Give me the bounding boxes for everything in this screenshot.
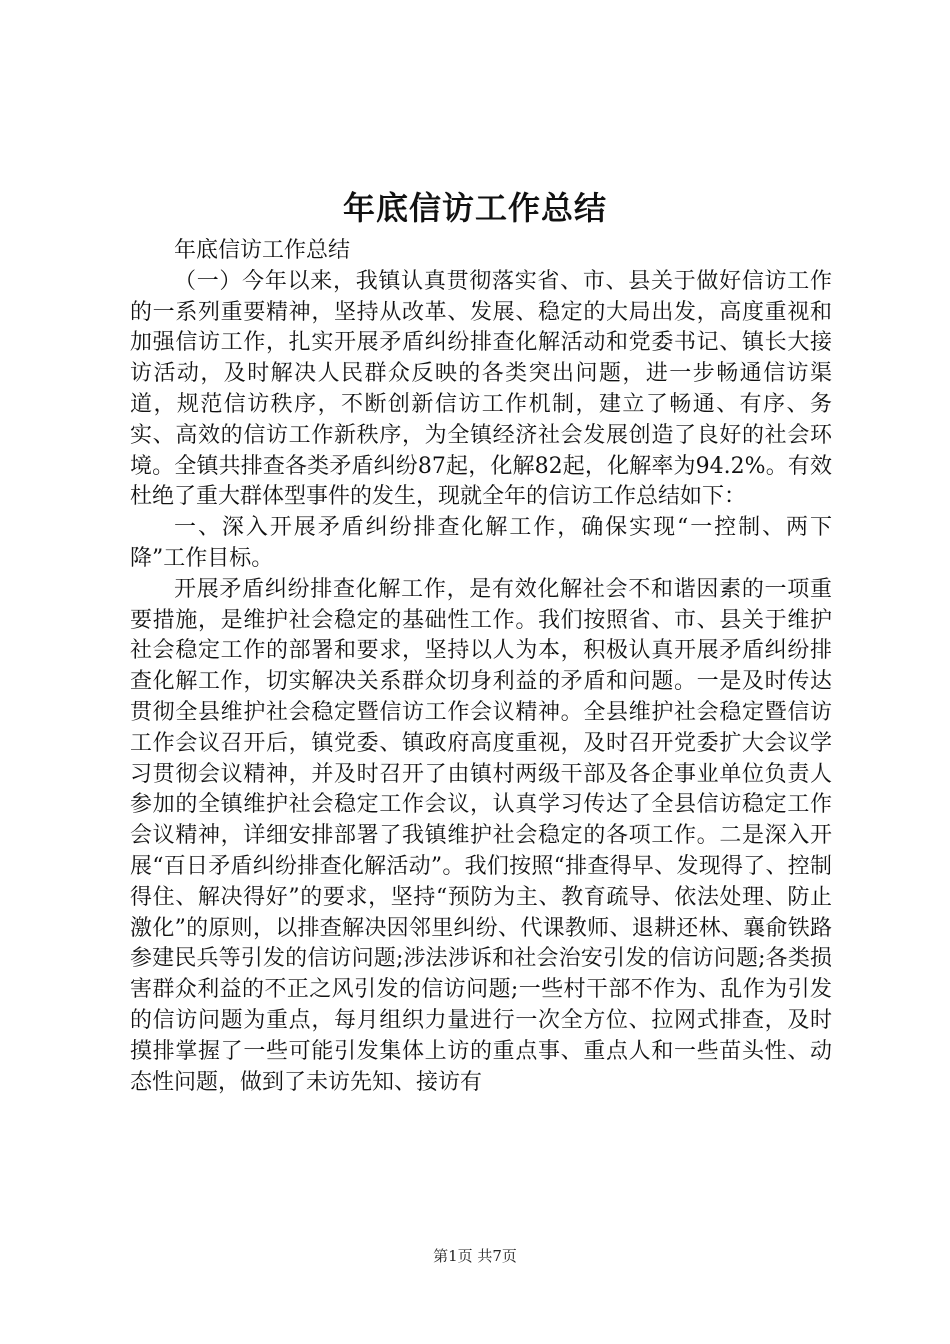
section-heading-paragraph: 一、深入开展矛盾纠纷排查化解工作，确保实现“一控制、两下降”工作目标。 — [130, 515, 832, 571]
intro-paragraph: （一）今年以来，我镇认真贯彻落实省、市、县关于做好信访工作的一系列重要精神，坚持从改革、发展、稳定的大局出发，高度重视和加强信访工作，扎实开展矛盾纠纷排查化解活动和党委书记、镇长大接访活动，及时解决人民群众反映的各类突出问题，进一步畅通信访渠道，规范信访秩序，不断创新信访工作机制，建立了畅通、有序、务实、高效的信访工作新秩序，为全镇经济社会发展创造了良好的社会环境。全镇共排查各类矛盾纠纷87起，化解82起，化解率为94.2%。有效杜绝了重大群体型事件的发生，现就全年的信访工作总结如下： — [130, 268, 832, 510]
document-title: 年底信访工作总结 — [342, 189, 607, 227]
body-paragraph: 开展矛盾纠纷排查化解工作，是有效化解社会不和谐因素的一项重要措施，是维护社会稳定的基础性工作。我们按照省、市、县关于维护社会稳定工作的部署和要求，坚持以人为本，积极认真开展矛盾纠纷排查化解工作，切实解决关系群众切身利益的矛盾和问题。一是及时传达贯彻全县维护社会稳定暨信访工作会议精神。全县维护社会稳定暨信访工作会议召开后，镇党委、镇政府高度重视，及时召开党委扩大会议学习贯彻会议精神，并及时召开了由镇村两级干部及各企事业单位负责人参加的全镇维护社会稳定工作会议，认真学习传达了全县信访稳定工作会议精神，详细安排部署了我镇维护社会稳定的各项工作。二是深入开展“百日矛盾纠纷排查化解活动”。我们按照“排查得早、发现得了、控制得住、解决得好”的要求，坚持“预防为主、教育疏导、依法处理、防止激化”的原则，以排查解决因邻里纠纷、代课教师、退耕还林、襄俞铁路参建民兵等引发的信访问题;涉法涉诉和社会治安引发的信访问题;各类损害群众利益的不正之风引发的信访问题;一些村干部不作为、乱作为引发的信访问题为重点，每月组织力量进行一次全方位、拉网式排查，及时摸排掌握了一些可能引发集体上访的重点事、重点人和一些苗头性、动态性问题，做到了未访先知、接访有 — [130, 576, 832, 1095]
page-footer: 第1页 共7页 — [433, 1247, 517, 1265]
document-body — [130, 236, 832, 1098]
subtitle-paragraph: 年底信访工作总结 — [174, 238, 351, 263]
